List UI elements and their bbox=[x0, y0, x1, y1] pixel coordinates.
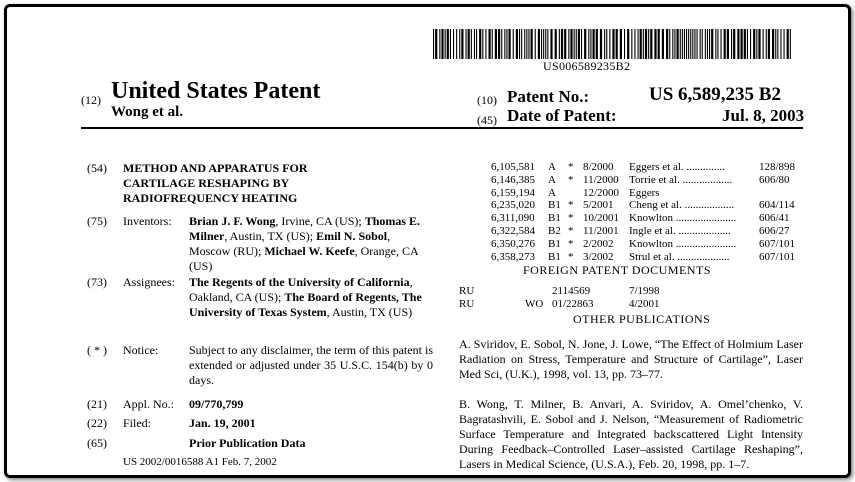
publication-1: A. Sviridov, E. Sobol, N. Jone, J. Lowe, “The Effect of Holmium Laser Radiation on Stress, Temperature and Structure of Cartilage”, Laser Med Sci, (U.K.), 1998, vol. 13, pp. 73–77. bbox=[459, 337, 803, 381]
foreign-reference-row bbox=[7, 285, 807, 298]
foreign-ref-country: RU bbox=[459, 298, 475, 310]
us-ref-name: Eggers bbox=[629, 186, 660, 199]
notice-label: Notice: bbox=[123, 343, 159, 357]
us-reference-row bbox=[7, 174, 807, 187]
us-ref-date: 3/2002 bbox=[583, 250, 614, 263]
patent-authors: Wong et al. bbox=[111, 104, 184, 120]
us-ref-date: 12/2000 bbox=[583, 186, 620, 199]
us-ref-kind: B1 bbox=[548, 212, 561, 225]
foreign-ref-date: 7/1998 bbox=[629, 285, 660, 297]
us-ref-date: 2/2002 bbox=[583, 237, 614, 250]
foreign-ref-num: 01/22863 bbox=[552, 298, 594, 310]
barcode bbox=[433, 29, 793, 59]
patent-date: Jul. 8, 2003 bbox=[722, 106, 805, 125]
us-ref-kind: B1 bbox=[548, 237, 561, 250]
us-ref-cls: 128/898 bbox=[759, 161, 796, 173]
us-ref-cls: 607/101 bbox=[759, 237, 796, 250]
us-ref-num: 6,235,020 bbox=[491, 199, 535, 212]
us-ref-date: 11/2000 bbox=[583, 173, 619, 186]
us-ref-star: * bbox=[568, 225, 574, 237]
assignee-name: The Regents of the University of California bbox=[189, 275, 410, 289]
us-ref-cls: 604/114 bbox=[759, 199, 795, 212]
us-ref-cls: 607/101 bbox=[759, 250, 796, 263]
us-ref-date: 10/2001 bbox=[583, 212, 620, 225]
code-12: (12) bbox=[81, 93, 101, 107]
us-ref-num: 6,358,273 bbox=[491, 250, 535, 263]
us-reference-row bbox=[7, 212, 807, 225]
prior-code: (65) bbox=[87, 436, 107, 450]
prior-publication-title: Prior Publication Data bbox=[189, 436, 306, 450]
inventor-name: Michael W. Keefe bbox=[264, 244, 355, 258]
appl-number: 09/770,799 bbox=[189, 397, 244, 411]
title-code: (54) bbox=[87, 161, 107, 175]
other-publications-title: OTHER PUBLICATIONS bbox=[573, 312, 711, 326]
patent-document bbox=[4, 4, 851, 478]
filed-label: Filed: bbox=[123, 416, 152, 430]
assignee-location: , Austin, TX (US) bbox=[326, 305, 413, 319]
inventor-name: Brian J. F. Wong bbox=[189, 214, 276, 228]
title-line: CARTILAGE RESHAPING BY bbox=[123, 176, 290, 190]
us-ref-kind: A bbox=[548, 173, 556, 186]
foreign-ref-num: 2114569 bbox=[552, 285, 591, 297]
appl-code: (21) bbox=[87, 397, 107, 411]
us-ref-date: 5/2001 bbox=[583, 199, 614, 212]
us-ref-num: 6,146,385 bbox=[491, 173, 535, 186]
us-ref-name: Torrie et al. .................. bbox=[629, 173, 733, 186]
us-reference-row bbox=[7, 187, 807, 200]
us-ref-star: * bbox=[568, 199, 574, 212]
filed-date: Jan. 19, 2001 bbox=[189, 416, 256, 430]
us-ref-kind: B1 bbox=[548, 199, 561, 212]
header-rule bbox=[81, 127, 803, 129]
notice-code: ( * ) bbox=[87, 343, 107, 357]
us-ref-num: 6,350,276 bbox=[491, 237, 535, 250]
us-reference-row bbox=[7, 225, 807, 238]
us-ref-cls: 606/80 bbox=[759, 173, 790, 186]
assignee-name: The Board of Regents, The University of Texas System bbox=[189, 290, 422, 319]
us-ref-name: Ingle et al. ................... bbox=[629, 225, 731, 237]
title-line: RADIOFREQUENCY HEATING bbox=[123, 191, 298, 205]
patent-no-label: Patent No.: bbox=[507, 87, 590, 106]
barcode-number: US006589235B2 bbox=[543, 59, 631, 73]
us-ref-name: Eggers et al. .............. bbox=[629, 161, 725, 173]
us-ref-num: 6,322,584 bbox=[491, 225, 535, 237]
assignee-location: , Oakland, CA (US); bbox=[189, 275, 413, 304]
foreign-title: FOREIGN PATENT DOCUMENTS bbox=[523, 263, 712, 277]
us-ref-date: 8/2000 bbox=[583, 161, 614, 173]
assignees-code: (73) bbox=[87, 275, 107, 289]
inventors-label: Inventors: bbox=[123, 214, 172, 228]
foreign-ref-prefix: WO bbox=[525, 298, 544, 310]
foreign-ref-country: RU bbox=[459, 285, 475, 297]
inventor-location: , Moscow (RU); bbox=[189, 229, 391, 258]
date-label: Date of Patent: bbox=[507, 106, 617, 125]
code-45: (45) bbox=[477, 113, 497, 127]
us-ref-star: * bbox=[568, 173, 574, 186]
inventor-name: Emil N. Sobol bbox=[316, 229, 388, 243]
foreign-reference-row bbox=[7, 298, 807, 311]
us-ref-star: * bbox=[568, 212, 574, 225]
us-reference-row bbox=[7, 238, 807, 251]
foreign-ref-date: 4/2001 bbox=[629, 298, 660, 310]
us-reference-row bbox=[7, 199, 807, 212]
us-ref-kind: A bbox=[548, 161, 556, 173]
filed-code: (22) bbox=[87, 416, 107, 430]
us-reference-row bbox=[7, 251, 807, 264]
us-ref-kind: A bbox=[548, 186, 556, 199]
us-ref-name: Knowlton ...................... bbox=[629, 212, 737, 225]
inventor-location: , Orange, CA (US) bbox=[189, 244, 418, 273]
code-10: (10) bbox=[477, 93, 497, 107]
us-ref-star: * bbox=[568, 161, 574, 173]
title-line: METHOD AND APPARATUS FOR bbox=[123, 161, 308, 175]
us-ref-name: Knowlton ...................... bbox=[629, 237, 737, 250]
us-ref-name: Cheng et al. .................. bbox=[629, 199, 735, 212]
us-ref-kind: B2 bbox=[548, 225, 561, 237]
us-reference-row bbox=[7, 161, 807, 174]
publication-2: B. Wong, T. Milner, B. Anvari, A. Sviridov, A. Omel’chenko, V. Bagratashvili, E. Sobol and J. Nelson, “Measurement of Radiometric Surface Temperature and Integrated backscattered Light Intensity During Feedback–Controlled Laser–assisted Cartilage Reshaping”, Lasers in Medical Science, (U.S.A.), Feb. 20, 1998, pp. 1–7. bbox=[459, 397, 803, 471]
inventor-location: , Austin, TX (US); bbox=[224, 229, 314, 243]
us-ref-cls: 606/41 bbox=[759, 212, 790, 225]
us-ref-cls: 606/27 bbox=[759, 225, 790, 237]
us-ref-name: Strul et al. ................... bbox=[629, 250, 730, 263]
appl-label: Appl. No.: bbox=[123, 397, 174, 411]
us-ref-star: * bbox=[568, 250, 574, 263]
inventor-name: Thomas E. Milner bbox=[189, 214, 421, 243]
patent-title: United States Patent bbox=[111, 78, 321, 104]
inventor-location: , Irvine, CA (US); bbox=[275, 214, 362, 228]
inventors-code: (75) bbox=[87, 214, 107, 228]
us-ref-num: 6,105,581 bbox=[491, 161, 535, 173]
us-ref-date: 11/2001 bbox=[583, 225, 619, 237]
assignees-label: Assignees: bbox=[123, 275, 175, 289]
us-ref-kind: B1 bbox=[548, 250, 561, 263]
us-ref-num: 6,311,090 bbox=[491, 212, 535, 225]
us-ref-num: 6,159,194 bbox=[491, 186, 535, 199]
patent-number: US 6,589,235 B2 bbox=[649, 84, 781, 105]
us-ref-star: * bbox=[568, 237, 574, 250]
prior-publication-entry: US 2002/0016588 A1 Feb. 7, 2002 bbox=[123, 456, 277, 468]
notice-text: Subject to any disclaimer, the term of this patent is extended or adjusted under 35 U.S.C. 154(b) by 0 days. bbox=[189, 343, 433, 387]
